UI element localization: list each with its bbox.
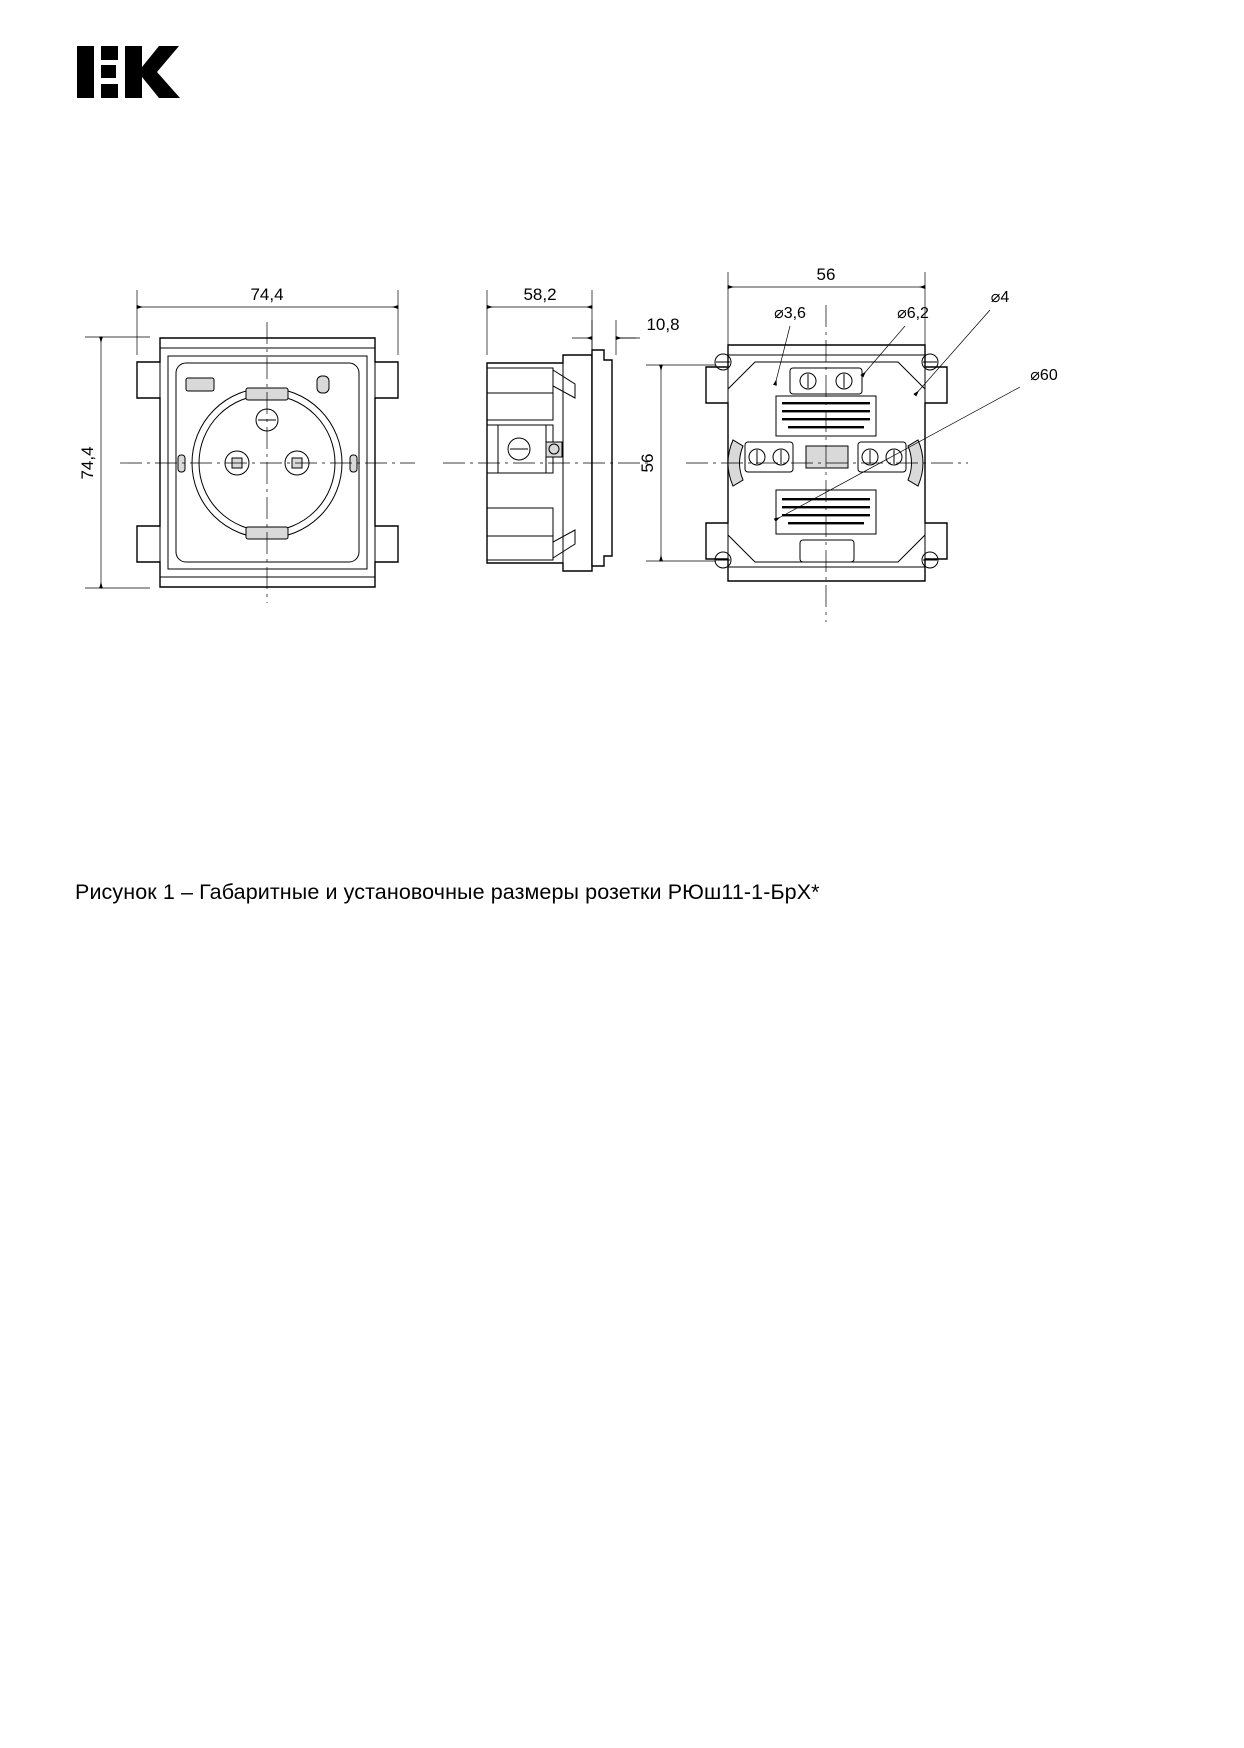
dia-3-6-label: ⌀3,6 xyxy=(774,305,806,322)
dia-4-label: ⌀4 xyxy=(990,289,1010,306)
side-depth-label: 58,2 xyxy=(523,285,557,304)
dia-4-leader xyxy=(915,289,1009,395)
side-view xyxy=(443,285,680,571)
figure-caption: Рисунок 1 – Габаритные и установочные размеры розетки РЮш11-1-БрХ* xyxy=(75,880,820,904)
side-body-outline xyxy=(487,350,612,571)
dimensional-drawing-svg xyxy=(0,250,1244,650)
iek-logo-mark xyxy=(75,40,220,108)
technical-drawing xyxy=(0,250,1244,650)
front-view xyxy=(78,285,415,603)
front-body-outline xyxy=(137,338,398,587)
rear-view xyxy=(638,265,1058,622)
side-depth-dimension xyxy=(487,285,592,355)
side-flange-dimension xyxy=(572,315,680,355)
rear-width-label: 56 xyxy=(816,265,836,284)
dia-6-2-label: ⌀6,2 xyxy=(897,305,929,322)
rear-height-label: 56 xyxy=(638,453,657,473)
dia-60-label: ⌀60 xyxy=(1030,367,1058,384)
iek-logo xyxy=(75,40,220,108)
front-height-label: 74,4 xyxy=(78,446,97,480)
side-flange-label: 10,8 xyxy=(646,315,680,334)
front-width-label: 74,4 xyxy=(250,285,284,304)
